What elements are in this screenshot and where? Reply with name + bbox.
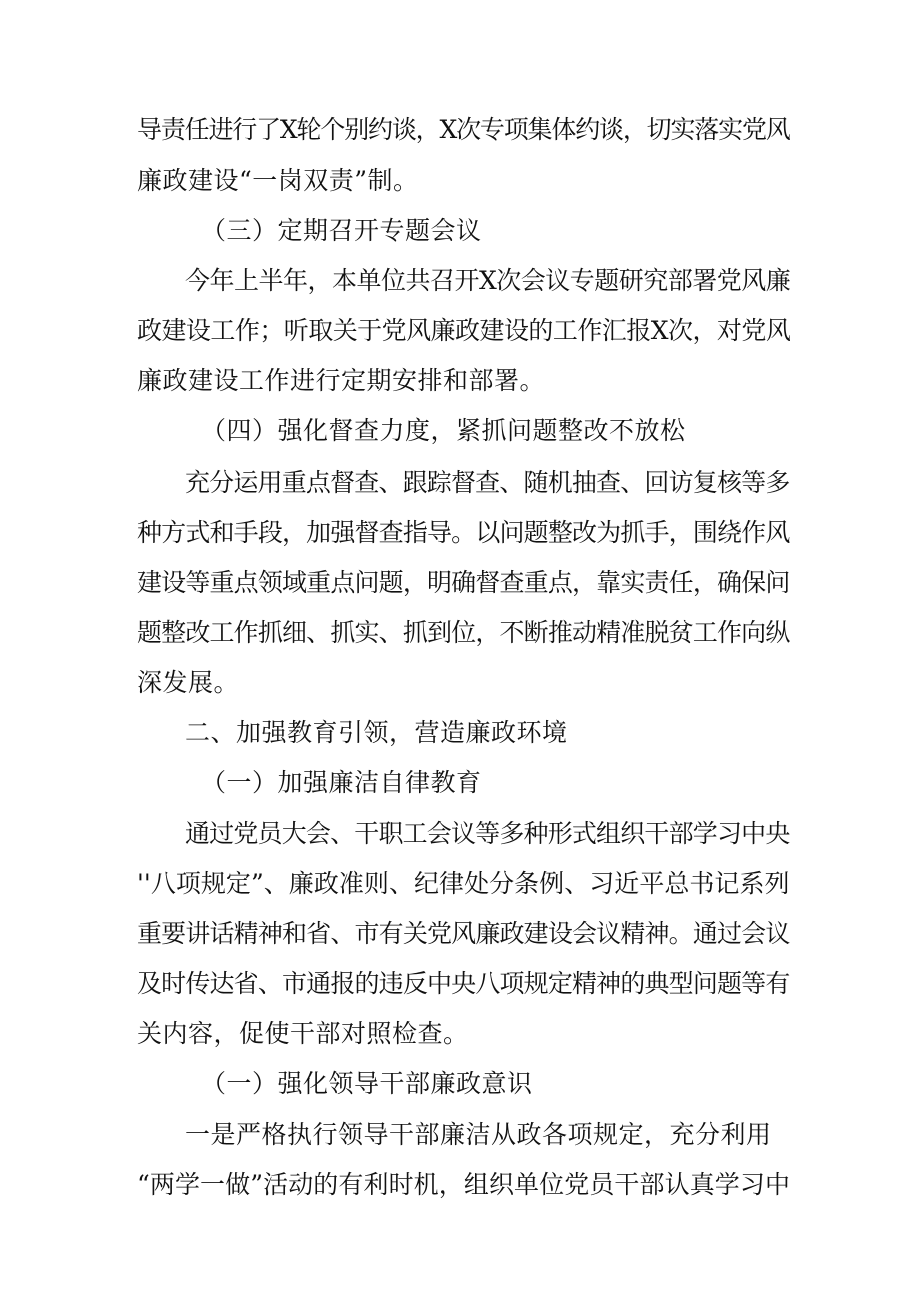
line-text: （一）加强廉洁自律教育 bbox=[201, 768, 482, 797]
text-line bbox=[0, 814, 920, 854]
line-text: ''八项规定”、廉政准则、纪律处分条例、习近平总书记系列 bbox=[137, 869, 790, 898]
text-line bbox=[0, 1014, 920, 1054]
line-text: “两学一做”活动的有利时机，组织单位党员干部认真学习中 bbox=[137, 1170, 791, 1199]
section-heading bbox=[0, 211, 920, 251]
line-text: 通过党员大会、干职工会议等多种形式组织干部学习中央 bbox=[185, 819, 790, 848]
line-text: 政建设工作；听取关于党风廉政建设的工作汇报X次，对党风 bbox=[137, 316, 791, 345]
text-line bbox=[0, 1115, 920, 1155]
text-line bbox=[0, 161, 920, 201]
line-text: 建设等重点领域重点问题，明确督查重点，靠实责任，确保问 bbox=[137, 568, 790, 597]
line-text: 廉政建设“一岗双责”制。 bbox=[137, 166, 419, 195]
line-text: 种方式和手段，加强督查指导。以问题整改为抓手，围绕作风 bbox=[137, 518, 790, 547]
text-line bbox=[0, 261, 920, 301]
line-text: 导责任进行了X轮个别约谈，X次专项集体约谈，切实落实党风 bbox=[137, 115, 790, 144]
chapter-heading bbox=[0, 713, 920, 753]
text-line bbox=[0, 864, 920, 904]
line-text: 深发展。 bbox=[137, 668, 240, 697]
line-text: 题整改工作抓细、抓实、抓到位，不断推动精准脱贫工作向纵 bbox=[137, 618, 790, 647]
text-line bbox=[0, 1165, 920, 1205]
text-line bbox=[0, 563, 920, 603]
line-text: 重要讲话精神和省、市有关党风廉政建设会议精神。通过会议 bbox=[137, 919, 790, 948]
line-text: 充分运用重点督查、跟踪督查、随机抽查、回访复核等多 bbox=[185, 468, 790, 497]
section-heading bbox=[0, 1064, 920, 1104]
line-text: 一是严格执行领导干部廉洁从政各项规定，充分利用 bbox=[185, 1120, 772, 1149]
section-heading bbox=[0, 763, 920, 803]
text-line bbox=[0, 513, 920, 553]
line-text: 及时传达省、市通报的违反中央八项规定精神的典型问题等有 bbox=[137, 969, 790, 998]
line-text: 今年上半年，本单位共召开X次会议专题研究部署党风廉 bbox=[185, 266, 791, 295]
line-text: （三）定期召开专题会议 bbox=[201, 216, 482, 245]
line-text: 廉政建设工作进行定期安排和部署。 bbox=[137, 366, 546, 395]
text-line bbox=[0, 361, 920, 401]
text-line bbox=[0, 110, 920, 150]
text-line bbox=[0, 914, 920, 954]
text-line bbox=[0, 311, 920, 351]
text-line bbox=[0, 964, 920, 1004]
text-line bbox=[0, 613, 920, 653]
text-line bbox=[0, 463, 920, 503]
text-line bbox=[0, 663, 920, 703]
line-text: （四）强化督查力度，紧抓问题整改不放松 bbox=[201, 416, 686, 445]
section-heading bbox=[0, 411, 920, 451]
line-text: 二、加强教育引领，营造廉政环境 bbox=[185, 718, 568, 747]
line-text: （一）强化领导干部廉政意识 bbox=[201, 1069, 533, 1098]
line-text: 关内容，促使干部对照检查。 bbox=[137, 1019, 469, 1048]
